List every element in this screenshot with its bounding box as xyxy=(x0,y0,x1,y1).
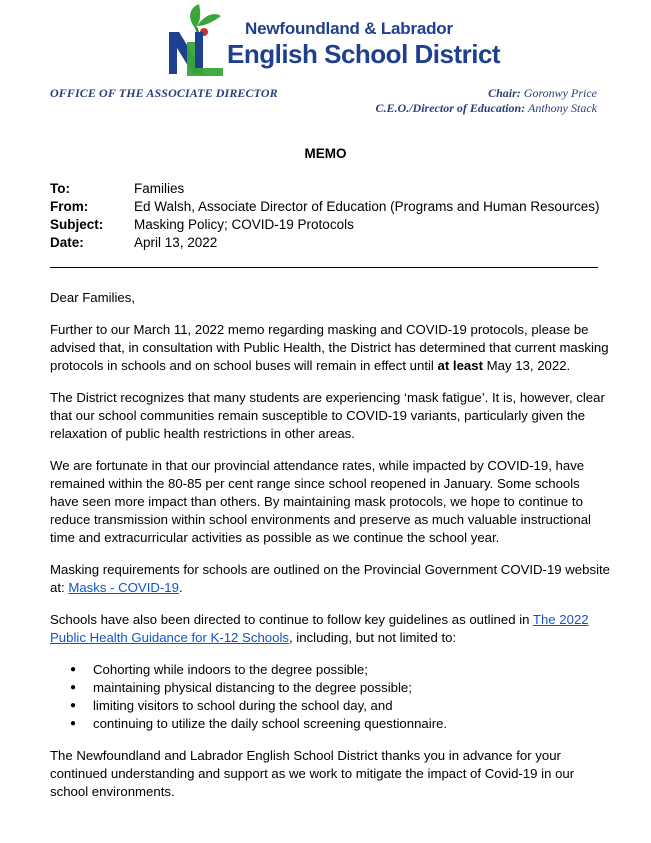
from-label: From: xyxy=(50,199,89,214)
subject-row xyxy=(50,216,599,234)
paragraph-1-bold: at least xyxy=(437,358,483,373)
paragraph-2: The District recognizes that many students are experiencing ‘mask fatigue’. It is, however, clear that our school communities remain susceptible to COVID-19 variants, particularly given the relaxation of public health restrictions in other areas. xyxy=(50,390,605,441)
paragraph-4 xyxy=(50,561,610,597)
greeting: Dear Families, xyxy=(50,290,136,305)
chair-line xyxy=(376,86,597,101)
masks-covid-link[interactable]: Masks - COVID-19 xyxy=(68,580,179,595)
list-item: ● Cohorting while indoors to the degree possible; xyxy=(50,661,610,679)
ceo-name: Anthony Stack xyxy=(528,101,597,115)
paragraph-3: We are fortunate in that our provincial attendance rates, while impacted by COVID-19, have remained within the 80-85 per cent range since school reopened in January. Some schools have seen more impact than others. By maintaining mask protocols, we hope to continue to reduce transmission within school environments and preserve as much valuable instructional time and extracurricular activities as possible as we continue the school year. xyxy=(50,458,591,545)
paragraph-1 xyxy=(50,321,610,375)
chair-name: Goronwy Price xyxy=(523,86,597,100)
to-label: To: xyxy=(50,181,70,196)
guidance-k12-link[interactable]: The 2022 Public Health Guidance for K-12 Schools xyxy=(50,612,589,645)
paragraph-5-text-a: Schools have also been directed to continue to follow key guidelines as outlined in xyxy=(50,612,533,627)
guideline-list xyxy=(50,661,610,733)
subject-value: Masking Policy; COVID-19 Protocols xyxy=(134,217,354,232)
ceo-label: C.E.O./Director of Education: xyxy=(375,101,526,115)
from-row xyxy=(50,198,599,216)
office-heading: OFFICE OF THE ASSOCIATE DIRECTOR xyxy=(50,86,278,100)
memo-header xyxy=(50,180,599,252)
to-row xyxy=(50,180,599,198)
ceo-line xyxy=(376,101,597,116)
paragraph-1-text-b: May 13, 2022. xyxy=(482,358,571,373)
chair-label: Chair: xyxy=(488,86,521,100)
district-logo xyxy=(165,2,501,80)
logo-line-1: Newfoundland & Labrador xyxy=(245,19,453,38)
list-item: ● maintaining physical distancing to the degree possible; xyxy=(50,679,610,697)
list-item: ● limiting visitors to school during the school day, and xyxy=(50,697,610,715)
date-value: April 13, 2022 xyxy=(134,235,218,250)
paragraph-6: The Newfoundland and Labrador English School District thanks you in advance for your continued understanding and support as we work to mitigate the impact of Covid-19 in our school environments. xyxy=(50,748,575,799)
memo-body xyxy=(50,289,610,815)
paragraph-5-text-b: , including, but not limited to: xyxy=(288,630,457,645)
memo-title: MEMO xyxy=(304,146,347,161)
date-label: Date: xyxy=(50,235,84,250)
header-divider xyxy=(50,267,598,268)
date-row xyxy=(50,234,599,252)
paragraph-5 xyxy=(50,611,610,647)
leadership-block xyxy=(376,86,597,116)
paragraph-1-text-a: Further to our March 11, 2022 memo regarding masking and COVID-19 protocols, please be advised that, in consultation with Public Health, the District has determined that current masking protocols in schools and on school buses will remain in effect until xyxy=(50,322,609,373)
subject-label: Subject: xyxy=(50,217,104,232)
paragraph-4-text-b: . xyxy=(178,580,183,595)
list-item: ● continuing to utilize the daily school screening questionnaire. xyxy=(50,715,610,733)
to-value: Families xyxy=(134,181,185,196)
paragraph-4-text-a: Masking requirements for schools are outlined on the Provincial Government COVID-19 website at: xyxy=(50,562,610,595)
from-value: Ed Walsh, Associate Director of Education (Programs and Human Resources) xyxy=(134,199,600,214)
logo-line-2: English School District xyxy=(227,39,501,69)
